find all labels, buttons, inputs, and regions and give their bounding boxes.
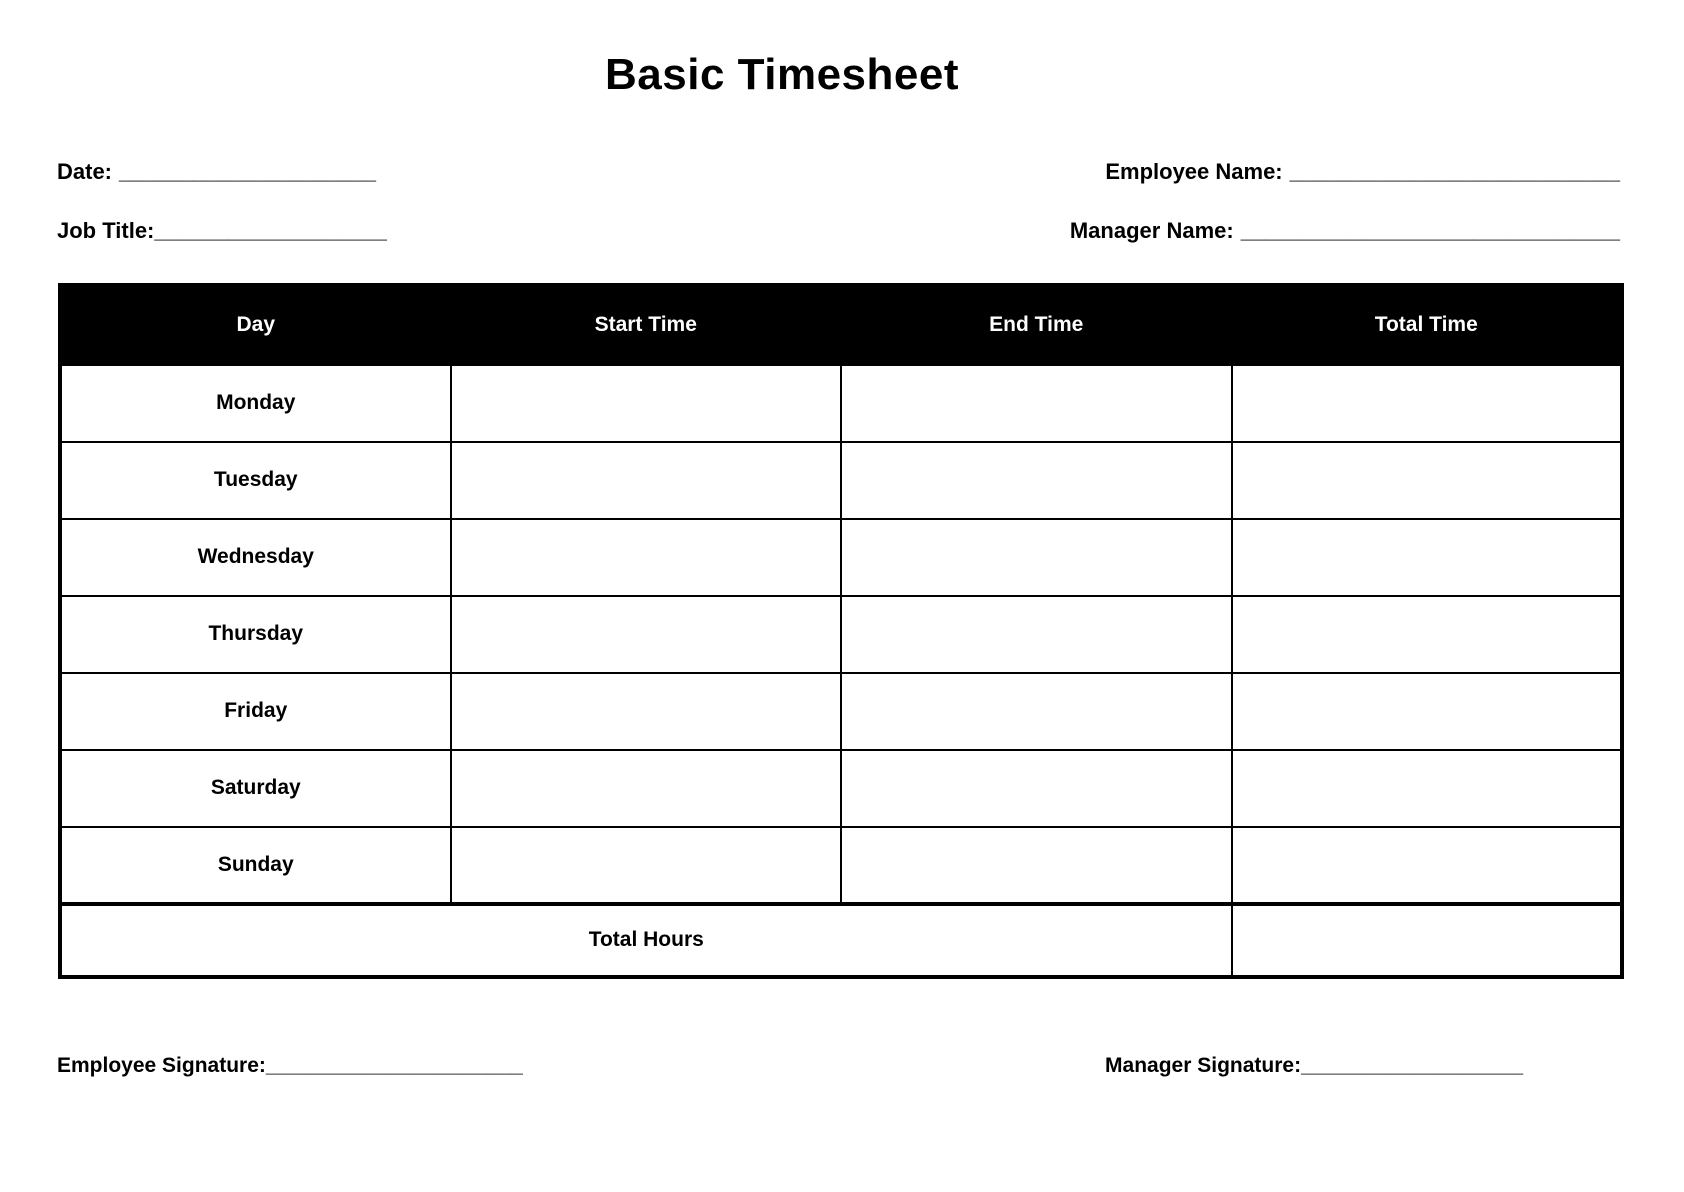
header-cell-end-time: End Time <box>841 285 1232 365</box>
total-time-cell-wednesday[interactable] <box>1232 519 1623 596</box>
day-cell-monday: Monday <box>60 365 451 442</box>
start-time-cell-monday[interactable] <box>451 365 842 442</box>
employee-signature-label: Employee Signature: <box>57 1053 266 1077</box>
start-time-cell-tuesday[interactable] <box>451 442 842 519</box>
page-title: Basic Timesheet <box>605 50 959 99</box>
date-line[interactable]: _____________________ <box>119 158 376 184</box>
header-cell-total-time: Total Time <box>1232 285 1623 365</box>
total-hours-label-cell: Total Hours <box>60 904 1232 977</box>
end-time-cell-monday[interactable] <box>841 365 1232 442</box>
total-time-cell-tuesday[interactable] <box>1232 442 1623 519</box>
start-time-cell-sunday[interactable] <box>451 827 842 904</box>
start-time-cell-friday[interactable] <box>451 673 842 750</box>
total-time-cell-saturday[interactable] <box>1232 750 1623 827</box>
signature-section <box>0 1053 1684 1078</box>
day-cell-tuesday: Tuesday <box>60 442 451 519</box>
day-cell-thursday: Thursday <box>60 596 451 673</box>
form-fields <box>0 159 1684 244</box>
end-time-cell-wednesday[interactable] <box>841 519 1232 596</box>
start-time-cell-saturday[interactable] <box>451 750 842 827</box>
day-cell-wednesday: Wednesday <box>60 519 451 596</box>
job-title-field <box>57 218 387 244</box>
manager-signature-field <box>1105 1053 1523 1078</box>
day-cell-friday: Friday <box>60 673 451 750</box>
end-time-cell-tuesday[interactable] <box>841 442 1232 519</box>
manager-name-field <box>1070 218 1620 244</box>
date-label: Date: <box>57 158 113 184</box>
day-cell-saturday: Saturday <box>60 750 451 827</box>
end-time-cell-sunday[interactable] <box>841 827 1232 904</box>
employee-name-field <box>1105 159 1620 185</box>
header-cell-start-time: Start Time <box>451 285 842 365</box>
total-hours-row <box>60 904 1622 977</box>
total-time-cell-sunday[interactable] <box>1232 827 1623 904</box>
manager-signature-line[interactable]: ___________________ <box>1301 1053 1523 1077</box>
day-row-monday <box>60 365 1622 442</box>
day-row-wednesday <box>60 519 1622 596</box>
total-time-cell-thursday[interactable] <box>1232 596 1623 673</box>
employee-name-label: Employee Name: <box>1105 158 1283 184</box>
day-row-sunday <box>60 827 1622 904</box>
job-title-label: Job Title: <box>57 217 155 243</box>
day-row-tuesday <box>60 442 1622 519</box>
start-time-cell-wednesday[interactable] <box>451 519 842 596</box>
employee-name-line[interactable]: ___________________________ <box>1289 158 1620 184</box>
total-time-cell-monday[interactable] <box>1232 365 1623 442</box>
date-field <box>57 159 376 185</box>
table-header-row <box>60 285 1622 365</box>
field-row-1 <box>0 159 1684 185</box>
employee-signature-field <box>57 1053 523 1078</box>
day-row-friday <box>60 673 1622 750</box>
job-title-line[interactable]: ___________________ <box>154 217 387 243</box>
day-row-thursday <box>60 596 1622 673</box>
day-row-saturday <box>60 750 1622 827</box>
end-time-cell-thursday[interactable] <box>841 596 1232 673</box>
day-cell-sunday: Sunday <box>60 827 451 904</box>
end-time-cell-saturday[interactable] <box>841 750 1232 827</box>
employee-signature-line[interactable]: ______________________ <box>265 1053 523 1077</box>
timesheet-document <box>0 50 1684 1078</box>
manager-name-line[interactable]: _______________________________ <box>1240 217 1620 243</box>
end-time-cell-friday[interactable] <box>841 673 1232 750</box>
timesheet-table <box>58 283 1624 979</box>
manager-signature-label: Manager Signature: <box>1105 1053 1302 1077</box>
header-cell-day: Day <box>60 285 451 365</box>
field-row-2 <box>0 218 1684 244</box>
total-time-cell-friday[interactable] <box>1232 673 1623 750</box>
total-hours-value-cell[interactable] <box>1232 904 1623 977</box>
start-time-cell-thursday[interactable] <box>451 596 842 673</box>
manager-name-label: Manager Name: <box>1069 217 1234 243</box>
